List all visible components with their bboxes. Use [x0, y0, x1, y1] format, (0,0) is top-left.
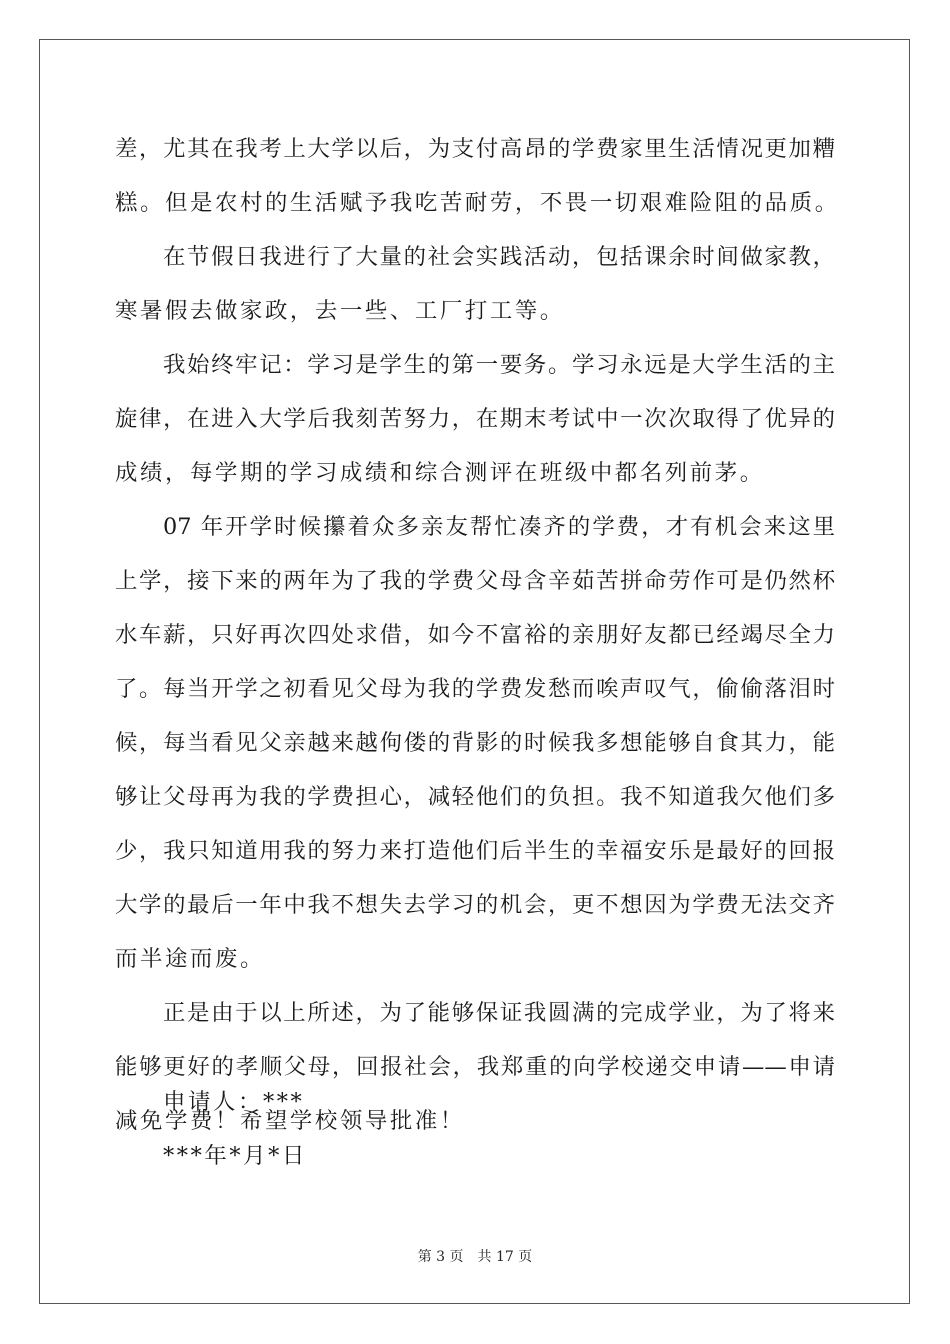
- text-line: 减免学费！希望学校领导批准！: [115, 1108, 465, 1134]
- page-total: 共 17 页: [477, 1249, 533, 1265]
- text-line: 少，我只知道用我的努力来打造他们后半生的幸福安乐是最好的回报: [115, 838, 835, 864]
- signature-block: [163, 1075, 307, 1183]
- text-line: 07 年开学时候攥着众多亲友帮忙凑齐的学费，才有机会来这里: [163, 514, 835, 540]
- text-line: 够让父母再为我的学费担心，减轻他们的负担。我不知道我欠他们多: [115, 784, 835, 810]
- text-line: 了。每当开学之初看见父母为我的学费发愁而唉声叹气，偷偷落泪时: [115, 676, 835, 702]
- text-line: 能够更好的孝顺父母，回报社会，我郑重的向学校递交申请——申请: [115, 1054, 835, 1080]
- letter-body: [115, 122, 840, 1148]
- text-line: 在节假日我进行了大量的社会实践活动，包括课余时间做家教，: [163, 244, 835, 270]
- text-line: 成绩，每学期的学习成绩和综合测评在班级中都名列前茅。: [115, 460, 765, 486]
- page-number: 第 3 页: [417, 1249, 464, 1265]
- text-line: 大学的最后一年中我不想失去学习的机会，更不想因为学费无法交齐: [115, 892, 835, 918]
- text-line: 我始终牢记：学习是学生的第一要务。学习永远是大学生活的主: [163, 352, 835, 378]
- text-line: 寒暑假去做家政，去一些、工厂打工等。: [115, 298, 565, 324]
- text-line: 差，尤其在我考上大学以后，为支付高昂的学费家里生活情况更加糟: [115, 136, 835, 162]
- text-line: 旋律，在进入大学后我刻苦努力，在期末考试中一次次取得了优异的: [115, 406, 835, 432]
- text-line: 正是由于以上所述，为了能够保证我圆满的完成学业，为了将来: [163, 1000, 835, 1026]
- text-line: 而半途而废。: [115, 946, 265, 972]
- text-line: 上学，接下来的两年为了我的学费父母含辛茹苦拼命劳作可是仍然杯: [115, 568, 835, 594]
- page-footer: [0, 1246, 950, 1266]
- text-line: 水车薪，只好再次四处求借，如今不富裕的亲朋好友都已经竭尽全力: [115, 622, 835, 648]
- applicant-line: 申请人：***: [163, 1089, 305, 1115]
- text-line: 糕。但是农村的生活赋予我吃苦耐劳，不畏一切艰难险阻的品质。: [115, 190, 840, 216]
- text-line: 候，每当看见父亲越来越佝偻的背影的时候我多想能够自食其力，能: [115, 730, 835, 756]
- date-line: ***年*月*日: [163, 1143, 307, 1169]
